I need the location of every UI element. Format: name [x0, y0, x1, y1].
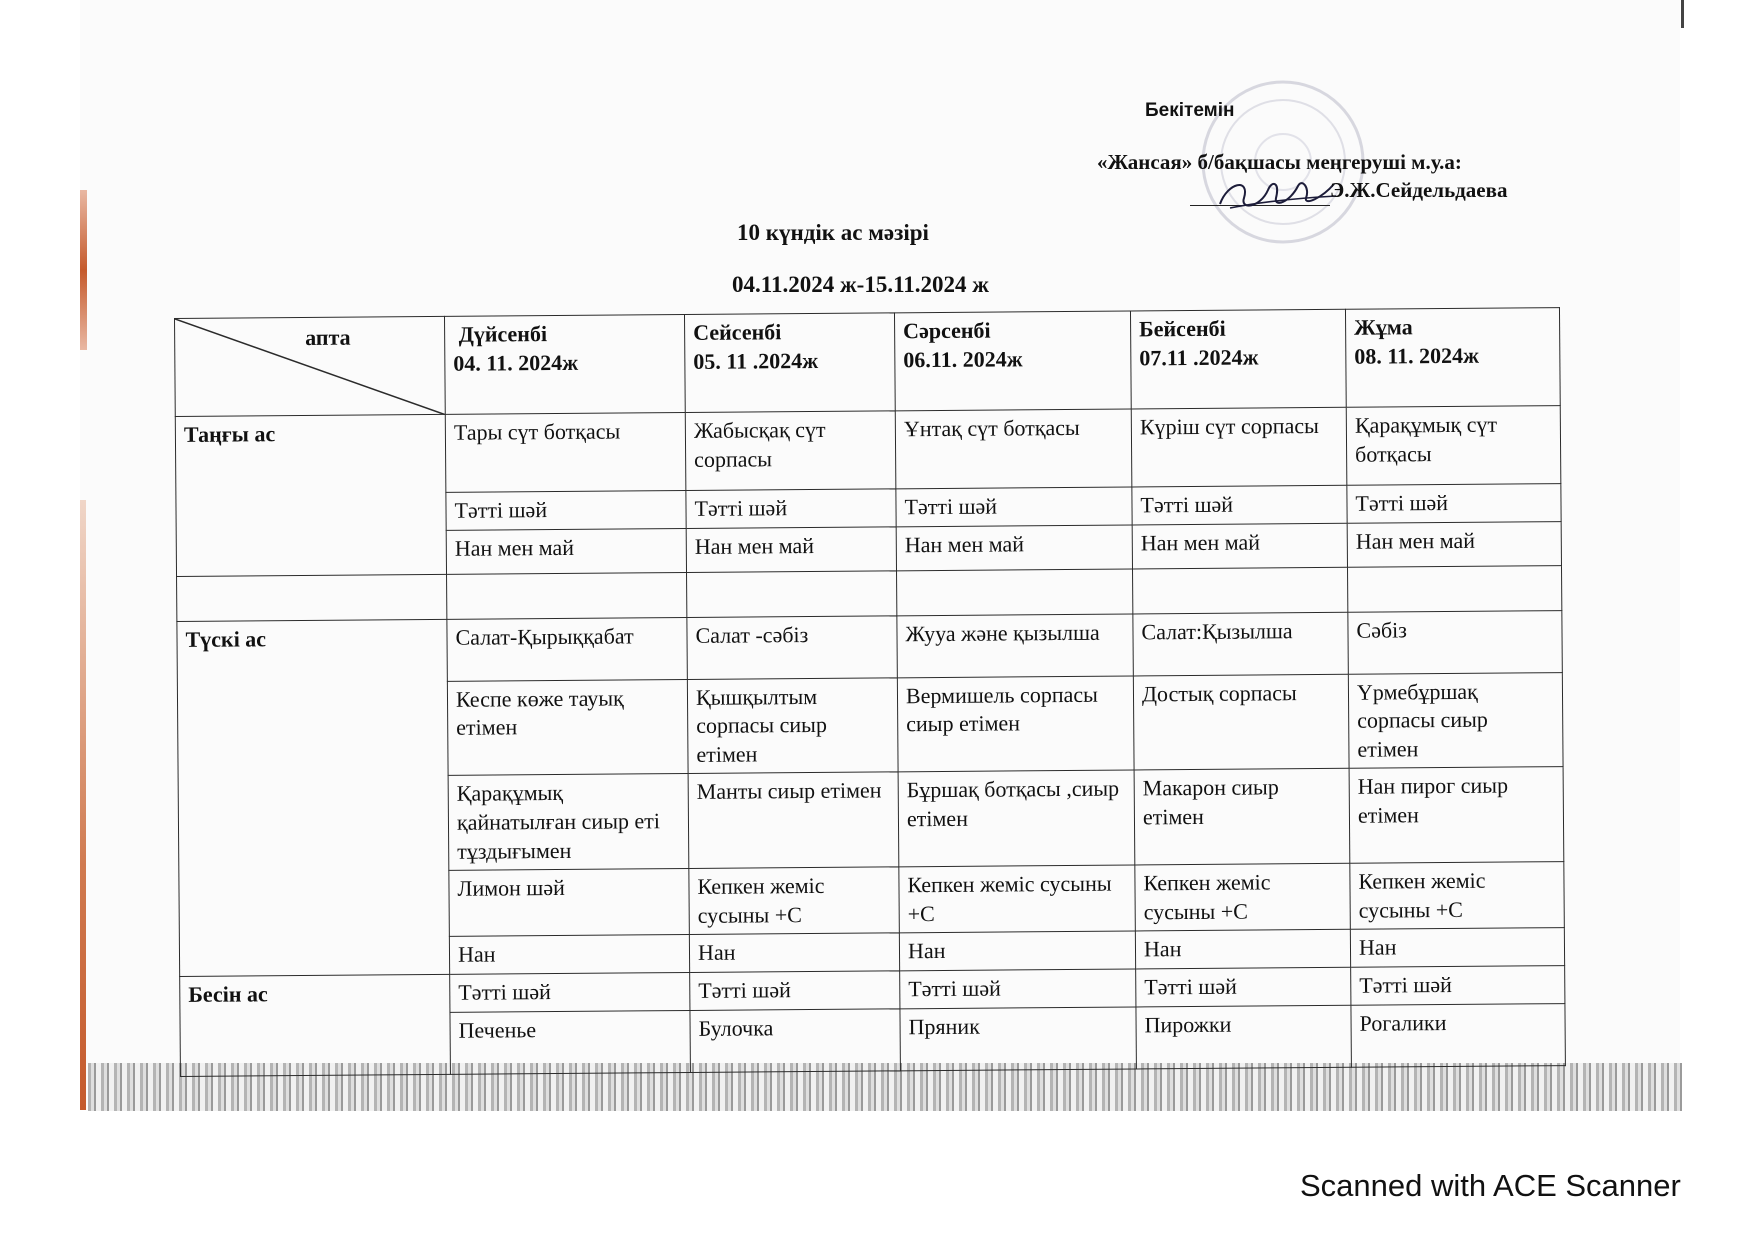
approval-name: Э.Ж.Сейдельдаева [1330, 178, 1508, 202]
menu-cell: Тәтті шәй [1347, 484, 1561, 523]
menu-cell: Қарақұмық қайнатылған сиыр еті тұздығымен [448, 774, 689, 871]
menu-cell: Нан [689, 933, 899, 972]
menu-cell: Бұршақ ботқасы ,сиыр етімен [898, 770, 1135, 867]
day-header: Дүйсенбі 04. 11. 2024ж [444, 314, 685, 414]
menu-cell: Нан [1135, 930, 1350, 969]
menu-cell: Макарон сиыр етімен [1134, 769, 1350, 865]
day-header: Жұма 08. 11. 2024ж [1345, 308, 1560, 408]
menu-cell: Тәтті шәй [1136, 967, 1351, 1006]
menu-cell: Нан [899, 931, 1135, 970]
menu-cell: Тәтті шәй [1132, 485, 1347, 524]
menu-cell: Кеспе көже тауық етімен [447, 679, 688, 776]
menu-cell: Жабысқақ сүт сорпасы [685, 411, 896, 491]
menu-cell: Үрмебұршақ сорпасы сиыр етімен [1348, 672, 1563, 768]
day-header: Сәрсенбі 06.11. 2024ж [894, 311, 1131, 411]
menu-cell: Салат:Қызылша [1133, 612, 1348, 676]
scan-edge-right [1681, 0, 1684, 28]
menu-cell: Нан [449, 935, 689, 974]
day-header: Сейсенбі 05. 11 .2024ж [684, 313, 895, 413]
menu-cell: Салат-Қырыққабат [447, 617, 687, 681]
menu-cell: Тәтті шәй [446, 490, 686, 529]
menu-cell: Нан мен май [686, 526, 896, 572]
menu-cell: Нан [1350, 928, 1564, 967]
menu-cell: Тары сүт ботқасы [445, 412, 686, 492]
menu-cell: Қышқылтым сорпасы сиыр етімен [687, 677, 898, 773]
menu-cell: Ұнтақ сүт ботқасы [895, 409, 1132, 489]
menu-cell: Нан мен май [1347, 521, 1561, 567]
menu-cell: Кепкен жеміс сусыны +С [899, 865, 1136, 933]
menu-cell: Қарақұмық сүт ботқасы [1346, 406, 1561, 486]
menu-cell: Тәтті шәй [896, 487, 1132, 526]
scanner-watermark: Scanned with ACE Scanner [1300, 1168, 1681, 1203]
menu-cell: Кепкен жеміс сусыны +С [1350, 862, 1565, 930]
menu-cell: Пирожки [1136, 1005, 1351, 1069]
menu-cell: Нан мен май [1132, 523, 1347, 569]
menu-cell: Нан пирог сиыр етімен [1349, 767, 1564, 863]
menu-cell: Салат -сәбіз [687, 615, 897, 679]
corner-cell [175, 316, 446, 416]
approval-organization: «Жансая» б/бақшасы меңгеруші м.у.а: [1097, 150, 1462, 174]
scan-edge-left-lower [80, 500, 86, 1110]
table-header-row [175, 308, 1561, 417]
table-row [177, 610, 1562, 683]
menu-cell: Нан мен май [896, 525, 1132, 571]
menu-cell: Печенье [450, 1010, 690, 1074]
menu-cell: Рогалики [1351, 1003, 1565, 1067]
handwritten-signature [1210, 168, 1340, 216]
meal-label-lunch: Түскі ас [177, 619, 450, 976]
menu-cell: Манты сиыр етімен [688, 772, 899, 868]
menu-cell: Күріш сүт сорпасы [1131, 407, 1347, 487]
menu-table [174, 307, 1566, 1076]
menu-cell: Нан мен май [446, 528, 686, 574]
menu-cell: Достық сорпасы [1133, 674, 1349, 770]
menu-cell: Кепкен жеміс сусыны +С [689, 867, 900, 935]
menu-cell: Вермишель сорпасы сиыр етімен [897, 676, 1134, 773]
menu-cell: Кепкен жеміс сусыны +С [1135, 863, 1351, 931]
meal-label-breakfast: Таңғы ас [175, 414, 446, 576]
menu-cell: Сәбіз [1348, 610, 1562, 674]
menu-cell: Жууа және қызылша [897, 614, 1133, 678]
menu-cell: Пряник [900, 1006, 1136, 1070]
document-period: 04.11.2024 ж-15.11.2024 ж [732, 272, 989, 297]
approval-title: Бекітемін [1145, 100, 1235, 121]
meal-label-snack: Бесін ас [180, 974, 451, 1076]
menu-cell: Тәтті шәй [690, 971, 900, 1010]
document-title: 10 күндік ас мәзірі [737, 220, 929, 245]
menu-cell: Тәтті шәй [1351, 966, 1565, 1005]
menu-cell: Тәтті шәй [686, 489, 896, 528]
menu-cell: Тәтті шәй [450, 972, 690, 1011]
corner-label: апта [305, 324, 351, 350]
menu-cell: Тәтті шәй [900, 969, 1136, 1008]
menu-cell: Булочка [690, 1008, 900, 1072]
scan-edge-left [80, 190, 87, 350]
table-row [175, 406, 1561, 495]
menu-cell: Лимон шәй [449, 869, 690, 937]
day-header: Бейсенбі 07.11 .2024ж [1130, 309, 1346, 409]
